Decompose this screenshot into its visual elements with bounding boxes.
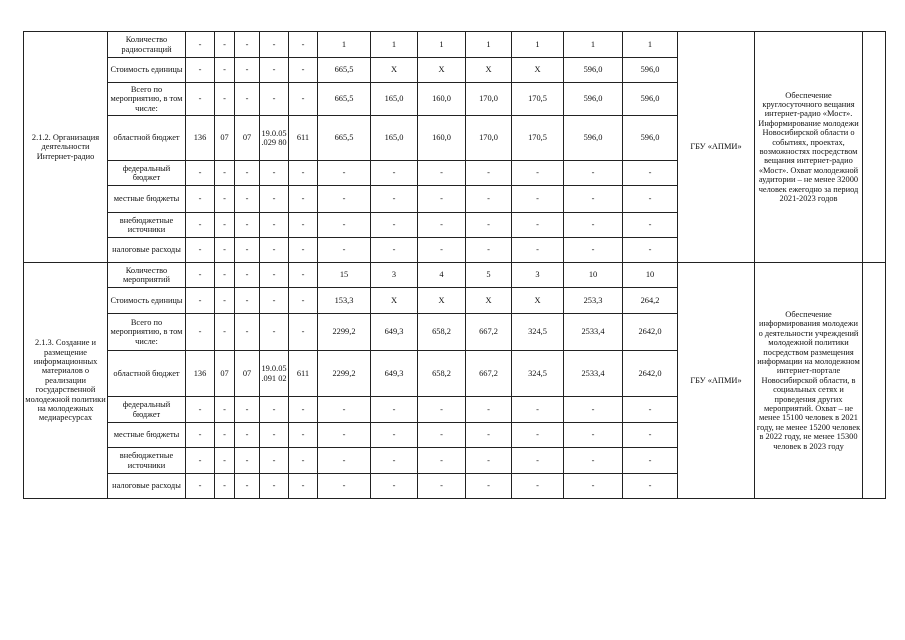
value-cell: 611 bbox=[289, 116, 318, 161]
value-cell: - bbox=[235, 161, 260, 186]
value-cell: - bbox=[289, 314, 318, 351]
value-cell: X bbox=[371, 288, 418, 314]
value-cell: - bbox=[186, 448, 215, 474]
value-cell: - bbox=[623, 186, 678, 213]
value-cell: 170,5 bbox=[512, 116, 564, 161]
value-cell: - bbox=[318, 423, 371, 448]
value-cell: 2642,0 bbox=[623, 351, 678, 397]
value-cell: - bbox=[186, 474, 215, 499]
executor-cell: ГБУ «АПМИ» bbox=[678, 263, 755, 499]
value-cell: - bbox=[235, 213, 260, 238]
value-cell: 649,3 bbox=[371, 314, 418, 351]
value-cell: 07 bbox=[215, 116, 235, 161]
value-cell: - bbox=[512, 474, 564, 499]
value-cell: - bbox=[235, 288, 260, 314]
value-cell: 153,3 bbox=[318, 288, 371, 314]
value-cell: 665,5 bbox=[318, 116, 371, 161]
value-cell: - bbox=[512, 423, 564, 448]
value-cell: 07 bbox=[235, 351, 260, 397]
value-cell: - bbox=[186, 58, 215, 83]
row-label-cell: Количество радиостанций bbox=[108, 32, 186, 58]
value-cell: - bbox=[289, 161, 318, 186]
value-cell: 3 bbox=[512, 263, 564, 288]
value-cell: 667,2 bbox=[466, 351, 512, 397]
target-article-cell: - bbox=[260, 32, 289, 58]
value-cell: - bbox=[564, 448, 623, 474]
value-cell: 170,0 bbox=[466, 116, 512, 161]
value-cell: - bbox=[186, 423, 215, 448]
value-cell: 2299,2 bbox=[318, 314, 371, 351]
value-cell: - bbox=[318, 186, 371, 213]
value-cell: - bbox=[466, 161, 512, 186]
value-cell: 596,0 bbox=[623, 83, 678, 116]
value-cell: 160,0 bbox=[418, 83, 466, 116]
row-label-cell: Стоимость единицы bbox=[108, 288, 186, 314]
value-cell: X bbox=[418, 58, 466, 83]
value-cell: - bbox=[418, 423, 466, 448]
value-cell: X bbox=[512, 58, 564, 83]
value-cell: X bbox=[466, 58, 512, 83]
target-article-cell: - bbox=[260, 58, 289, 83]
value-cell: - bbox=[418, 238, 466, 263]
value-cell: 170,5 bbox=[512, 83, 564, 116]
target-article-cell: - bbox=[260, 213, 289, 238]
value-cell: - bbox=[215, 32, 235, 58]
target-article-cell: - bbox=[260, 238, 289, 263]
value-cell: - bbox=[235, 397, 260, 423]
value-cell: - bbox=[371, 213, 418, 238]
value-cell: - bbox=[235, 263, 260, 288]
value-cell: - bbox=[466, 397, 512, 423]
value-cell: - bbox=[512, 213, 564, 238]
value-cell: - bbox=[512, 238, 564, 263]
row-label-cell: Всего по мероприятию, в том числе: bbox=[108, 83, 186, 116]
target-article-cell: 19.0.05.091 02 bbox=[260, 351, 289, 397]
value-cell: - bbox=[418, 161, 466, 186]
value-cell: - bbox=[371, 474, 418, 499]
table-row bbox=[24, 263, 886, 288]
empty-cell bbox=[863, 32, 886, 263]
value-cell: - bbox=[512, 397, 564, 423]
value-cell: 596,0 bbox=[564, 116, 623, 161]
value-cell: 253,3 bbox=[564, 288, 623, 314]
value-cell: - bbox=[371, 448, 418, 474]
value-cell: - bbox=[215, 161, 235, 186]
target-article-cell: - bbox=[260, 288, 289, 314]
value-cell: - bbox=[623, 474, 678, 499]
value-cell: 10 bbox=[564, 263, 623, 288]
value-cell: - bbox=[215, 213, 235, 238]
value-cell: - bbox=[418, 397, 466, 423]
value-cell: - bbox=[466, 448, 512, 474]
value-cell: 10 bbox=[623, 263, 678, 288]
value-cell: 596,0 bbox=[623, 116, 678, 161]
value-cell: 165,0 bbox=[371, 83, 418, 116]
value-cell: - bbox=[318, 238, 371, 263]
value-cell: - bbox=[623, 161, 678, 186]
value-cell: - bbox=[235, 238, 260, 263]
value-cell: 264,2 bbox=[623, 288, 678, 314]
value-cell: 324,5 bbox=[512, 351, 564, 397]
value-cell: - bbox=[371, 186, 418, 213]
value-cell: - bbox=[466, 213, 512, 238]
value-cell: - bbox=[466, 423, 512, 448]
value-cell: - bbox=[186, 32, 215, 58]
value-cell: - bbox=[623, 238, 678, 263]
value-cell: 2642,0 bbox=[623, 314, 678, 351]
value-cell: - bbox=[215, 83, 235, 116]
target-article-cell: - bbox=[260, 397, 289, 423]
row-label-cell: Стоимость единицы bbox=[108, 58, 186, 83]
value-cell: - bbox=[186, 83, 215, 116]
value-cell: 649,3 bbox=[371, 351, 418, 397]
value-cell: - bbox=[215, 288, 235, 314]
value-cell: 07 bbox=[235, 116, 260, 161]
value-cell: - bbox=[564, 238, 623, 263]
target-article-cell: - bbox=[260, 314, 289, 351]
value-cell: - bbox=[289, 397, 318, 423]
value-cell: - bbox=[512, 186, 564, 213]
value-cell: - bbox=[371, 397, 418, 423]
value-cell: - bbox=[564, 397, 623, 423]
value-cell: - bbox=[235, 186, 260, 213]
value-cell: - bbox=[318, 213, 371, 238]
value-cell: - bbox=[623, 213, 678, 238]
empty-cell bbox=[863, 263, 886, 499]
value-cell: - bbox=[215, 186, 235, 213]
value-cell: - bbox=[564, 161, 623, 186]
value-cell: 1 bbox=[418, 32, 466, 58]
target-article-cell: 19.0.05.029 80 bbox=[260, 116, 289, 161]
value-cell: X bbox=[371, 58, 418, 83]
value-cell: X bbox=[418, 288, 466, 314]
row-label-cell: Количество мероприятий bbox=[108, 263, 186, 288]
value-cell: - bbox=[466, 186, 512, 213]
value-cell: 3 bbox=[371, 263, 418, 288]
value-cell: 324,5 bbox=[512, 314, 564, 351]
value-cell: - bbox=[186, 186, 215, 213]
row-label-cell: местные бюджеты bbox=[108, 423, 186, 448]
value-cell: - bbox=[215, 58, 235, 83]
target-article-cell: - bbox=[260, 83, 289, 116]
value-cell: - bbox=[289, 238, 318, 263]
executor-cell: ГБУ «АПМИ» bbox=[678, 32, 755, 263]
value-cell: - bbox=[186, 314, 215, 351]
value-cell: - bbox=[235, 448, 260, 474]
value-cell: - bbox=[186, 263, 215, 288]
value-cell: - bbox=[215, 397, 235, 423]
value-cell: - bbox=[289, 32, 318, 58]
value-cell: - bbox=[623, 397, 678, 423]
value-cell: - bbox=[215, 263, 235, 288]
value-cell: - bbox=[289, 288, 318, 314]
row-label-cell: внебюджетные источники bbox=[108, 213, 186, 238]
value-cell: 596,0 bbox=[564, 58, 623, 83]
row-label-cell: федеральный бюджет bbox=[108, 161, 186, 186]
value-cell: - bbox=[466, 238, 512, 263]
value-cell: - bbox=[186, 397, 215, 423]
row-label-cell: областной бюджет bbox=[108, 116, 186, 161]
value-cell: - bbox=[623, 423, 678, 448]
value-cell: 658,2 bbox=[418, 351, 466, 397]
value-cell: 136 bbox=[186, 116, 215, 161]
value-cell: 15 bbox=[318, 263, 371, 288]
value-cell: 170,0 bbox=[466, 83, 512, 116]
value-cell: - bbox=[318, 161, 371, 186]
value-cell: 2299,2 bbox=[318, 351, 371, 397]
value-cell: - bbox=[235, 58, 260, 83]
value-cell: - bbox=[371, 238, 418, 263]
value-cell: - bbox=[235, 423, 260, 448]
row-label-cell: внебюджетные источники bbox=[108, 448, 186, 474]
value-cell: - bbox=[289, 423, 318, 448]
value-cell: - bbox=[289, 83, 318, 116]
value-cell: 611 bbox=[289, 351, 318, 397]
row-label-cell: Всего по мероприятию, в том числе: bbox=[108, 314, 186, 351]
value-cell: - bbox=[623, 448, 678, 474]
value-cell: 1 bbox=[371, 32, 418, 58]
value-cell: - bbox=[215, 448, 235, 474]
target-article-cell: - bbox=[260, 186, 289, 213]
value-cell: - bbox=[466, 474, 512, 499]
value-cell: - bbox=[235, 314, 260, 351]
expected-result-cell: Обеспечение информирования молодежи о деятельности учреждений молодежной политики посредством размещения информации на молодежном интернет-портале Новосибирской области, в социальных сетях и проведения других мероприятий. Охват – не менее 15100 человек в 2021 году, не менее 15200 человек в 2022 году, не менее 15300 человек в 2023 году bbox=[755, 263, 863, 499]
target-article-cell: - bbox=[260, 263, 289, 288]
table-row bbox=[24, 32, 886, 58]
value-cell: - bbox=[235, 32, 260, 58]
value-cell: - bbox=[418, 186, 466, 213]
value-cell: - bbox=[418, 474, 466, 499]
value-cell: 1 bbox=[466, 32, 512, 58]
value-cell: - bbox=[318, 474, 371, 499]
value-cell: 2533,4 bbox=[564, 314, 623, 351]
value-cell: - bbox=[564, 213, 623, 238]
value-cell: - bbox=[564, 474, 623, 499]
value-cell: 136 bbox=[186, 351, 215, 397]
value-cell: - bbox=[371, 161, 418, 186]
value-cell: 1 bbox=[512, 32, 564, 58]
value-cell: 658,2 bbox=[418, 314, 466, 351]
value-cell: 665,5 bbox=[318, 58, 371, 83]
expected-result-cell: Обеспечение круглосуточного вещания интернет-радио «Мост». Информирование молодежи Новосибирской области о событиях, проектах, возможностях посредством вещания интернет-радио «Мост». Охват молодежной аудитории – не менее 32000 человек ежегодно за период 2021-2023 годов bbox=[755, 32, 863, 263]
value-cell: 1 bbox=[318, 32, 371, 58]
value-cell: X bbox=[466, 288, 512, 314]
value-cell: 665,5 bbox=[318, 83, 371, 116]
row-label-cell: местные бюджеты bbox=[108, 186, 186, 213]
row-label-cell: федеральный бюджет bbox=[108, 397, 186, 423]
value-cell: - bbox=[371, 423, 418, 448]
value-cell: - bbox=[186, 288, 215, 314]
value-cell: - bbox=[512, 161, 564, 186]
value-cell: 165,0 bbox=[371, 116, 418, 161]
value-cell: - bbox=[289, 263, 318, 288]
task-name-cell: 2.1.3. Создание и размещение информационных материалов о реализации государственной молодежной политики на молодежных медиаресурсах bbox=[24, 263, 108, 499]
value-cell: 07 bbox=[215, 351, 235, 397]
value-cell: - bbox=[564, 186, 623, 213]
value-cell: - bbox=[215, 238, 235, 263]
value-cell: - bbox=[289, 186, 318, 213]
value-cell: - bbox=[318, 448, 371, 474]
value-cell: - bbox=[215, 474, 235, 499]
value-cell: 160,0 bbox=[418, 116, 466, 161]
value-cell: - bbox=[418, 448, 466, 474]
value-cell: - bbox=[564, 423, 623, 448]
value-cell: - bbox=[186, 238, 215, 263]
task-name-cell: 2.1.2. Организация деятельности Интернет-радио bbox=[24, 32, 108, 263]
value-cell: - bbox=[186, 161, 215, 186]
value-cell: - bbox=[289, 58, 318, 83]
budget-table bbox=[23, 31, 886, 499]
value-cell: 596,0 bbox=[623, 58, 678, 83]
value-cell: - bbox=[215, 314, 235, 351]
value-cell: - bbox=[235, 83, 260, 116]
value-cell: 667,2 bbox=[466, 314, 512, 351]
target-article-cell: - bbox=[260, 161, 289, 186]
row-label-cell: областной бюджет bbox=[108, 351, 186, 397]
value-cell: - bbox=[215, 423, 235, 448]
value-cell: - bbox=[418, 213, 466, 238]
value-cell: - bbox=[289, 448, 318, 474]
value-cell: - bbox=[512, 448, 564, 474]
row-label-cell: налоговые расходы bbox=[108, 474, 186, 499]
value-cell: 5 bbox=[466, 263, 512, 288]
value-cell: - bbox=[289, 474, 318, 499]
value-cell: - bbox=[235, 474, 260, 499]
target-article-cell: - bbox=[260, 474, 289, 499]
target-article-cell: - bbox=[260, 448, 289, 474]
value-cell: 596,0 bbox=[564, 83, 623, 116]
value-cell: X bbox=[512, 288, 564, 314]
value-cell: 1 bbox=[564, 32, 623, 58]
value-cell: - bbox=[186, 213, 215, 238]
value-cell: - bbox=[289, 213, 318, 238]
value-cell: - bbox=[318, 397, 371, 423]
target-article-cell: - bbox=[260, 423, 289, 448]
row-label-cell: налоговые расходы bbox=[108, 238, 186, 263]
value-cell: 2533,4 bbox=[564, 351, 623, 397]
value-cell: 4 bbox=[418, 263, 466, 288]
value-cell: 1 bbox=[623, 32, 678, 58]
